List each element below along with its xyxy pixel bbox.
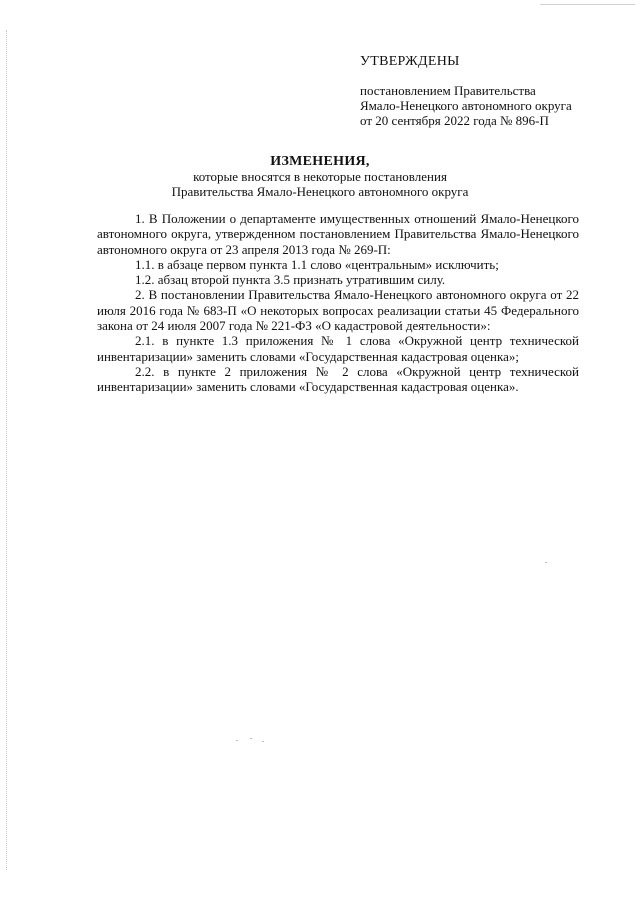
document-title-block bbox=[90, 154, 550, 199]
document-subtitle-line-1: которые вносятся в некоторые постановления bbox=[193, 169, 447, 184]
paragraph-1-1: 1.1. в абзаце первом пункта 1.1 слово «центральным» исключить; bbox=[135, 256, 499, 272]
paragraph-2: 2. В постановлении Правительства Ямало-Ненецкого автономного округа от 22 июля 2016 года № 683-П «О некоторых вопросах реализации статьи 45 Федерального закона от 24 июля 2007 года № 221-ФЗ «О кадастровой деятельности»: bbox=[97, 287, 579, 334]
approval-block bbox=[360, 54, 630, 128]
scan-edge-left bbox=[6, 30, 7, 870]
paragraph-2-2: 2.2. в пункте 2 приложения № 2 слова «Окружной центр технической инвентаризации» заменить словами «Государственная кадастровая оценка». bbox=[97, 363, 579, 395]
paragraph-2-1: 2.1. в пункте 1.3 приложения № 1 слова «Окружной центр технической инвентаризации» заменить словами «Государственная кадастровая оценка»; bbox=[97, 333, 579, 364]
scan-speck bbox=[545, 562, 547, 563]
approval-line-2: Ямало-Ненецкого автономного округа bbox=[360, 98, 572, 113]
paragraph-1-2: 1.2. абзац второй пункта 3.5 признать утратившим силу. bbox=[135, 272, 446, 288]
scan-speck bbox=[262, 741, 264, 742]
document-subtitle-line-2: Правительства Ямало-Ненецкого автономного округа bbox=[171, 184, 469, 199]
approval-line-1: постановлением Правительства bbox=[360, 83, 536, 98]
scan-edge-top bbox=[540, 4, 635, 5]
approval-heading: УТВЕРЖДЕНЫ bbox=[360, 54, 460, 69]
scan-speck bbox=[236, 740, 238, 741]
paragraph-1: 1. В Положении о департаменте имущественных отношений Ямало-Ненецкого автономного округа, утвержденном постановлением Правительства Ямало-Ненецкого автономного округа от 23 апреля 2013 года № 269-П: bbox=[97, 211, 579, 257]
approval-line-3: от 20 сентября 2022 года № 896-П bbox=[360, 113, 549, 128]
document-title: ИЗМЕНЕНИЯ, bbox=[270, 154, 370, 169]
document-body bbox=[97, 211, 579, 395]
scan-speck bbox=[250, 738, 252, 739]
